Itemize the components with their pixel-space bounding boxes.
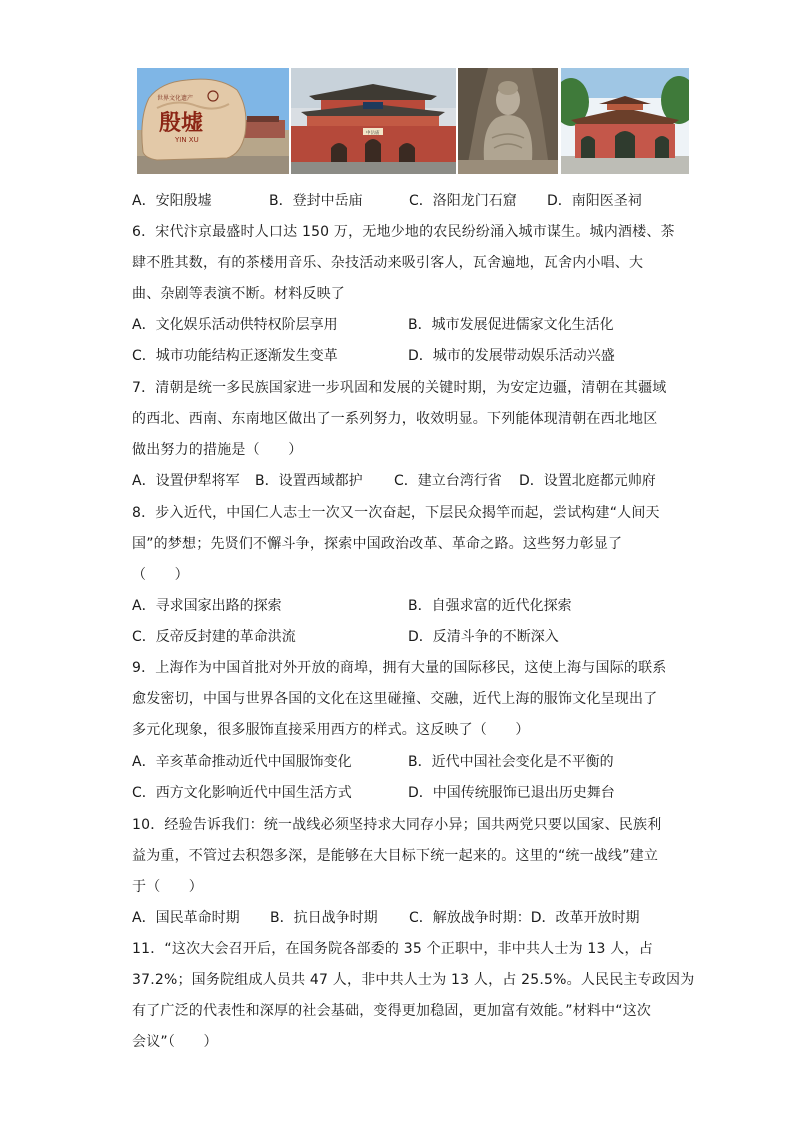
q8-stem-line-2: 国”的梦想；先贤们不懈斗争，探索中国政治改革、革命之路。这些努力彰显了 (132, 536, 623, 552)
caption-b: B．登封中岳庙 (269, 193, 363, 209)
q7-stem-line-1: 7．清朝是统一多民族国家进一步巩固和发展的关键时期，为安定边疆，清朝在其疆域 (132, 380, 667, 396)
q6-stem-line-1: 6．宋代汴京最盛时人口达 150 万，无地少地的农民纷纷涌入城市谋生。城内酒楼、茶 (132, 224, 675, 240)
photo-zhongyue-temple (291, 68, 456, 174)
q8-option-a: A．寻求国家出路的探索 (132, 598, 282, 614)
q11-stem-line-3: 有了广泛的代表性和深厚的社会基础，变得更加稳固，更加富有效能。”材料中“这次 (132, 1003, 652, 1019)
caption-c: C．洛阳龙门石窟 (409, 193, 517, 209)
q11-stem-line-1: 11．“这次大会召开后，在国务院各部委的 35 个正职中，非中共人士为 13 人，占 (132, 941, 653, 957)
q9-option-b: B．近代中国社会变化是不平衡的 (408, 754, 614, 770)
caption-a: A．安阳殷墟 (132, 193, 212, 209)
q6-stem-line-2: 肆不胜其数，有的茶楼用音乐、杂技活动来吸引客人，瓦舍遍地，瓦舍内小唱、大 (132, 255, 644, 271)
q10-stem-line-3: 于（ ） (132, 879, 203, 895)
yinxu-subtitle: YIN XU (175, 136, 199, 144)
q9-option-c: C．西方文化影响近代中国生活方式 (132, 785, 352, 801)
q9-stem-line-1: 9．上海作为中国首批对外开放的商埠，拥有大量的国际移民，这使上海与国际的联系 (132, 660, 667, 676)
q10-option-cd: C．解放战争时期：D．改革开放时期 (409, 910, 640, 926)
q9-option-d: D．中国传统服饰已退出历史舞台 (408, 785, 615, 801)
q9-stem-line-2: 愈发密切，中国与世界各国的文化在这里碰撞、交融，近代上海的服饰文化呈现出了 (132, 691, 658, 707)
q9-stem-line-3: 多元化现象，很多服饰直接采用西方的样式。这反映了（ ） (132, 722, 530, 738)
q8-option-c: C．反帝反封建的革命洪流 (132, 629, 296, 645)
q11-stem-line-4: 会议”（ ） (132, 1034, 218, 1050)
q7-option-d: D．设置北庭都元帅府 (519, 473, 656, 489)
caption-d: D．南阳医圣祠 (547, 193, 642, 209)
q10-stem-line-1: 10．经验告诉我们：统一战线必须坚持求大同存小异；国共两党只要以国家、民族利 (132, 817, 662, 833)
photo-nanyang-shrine (561, 68, 689, 174)
q6-option-d: D．城市的发展带动娱乐活动兴盛 (408, 348, 615, 364)
temple-plaque: 中岳庙 (366, 131, 380, 136)
yinxu-title: 殷墟 (159, 110, 204, 136)
photo-longmen-grottoes (458, 68, 558, 174)
q8-stem-line-1: 8．步入近代，中国仁人志士一次又一次奋起，下层民众揭竿而起，尝试构建“人间天 (132, 505, 660, 521)
q6-option-a: A．文化娱乐活动供特权阶层享用 (132, 317, 338, 333)
q8-option-d: D．反清斗争的不断深入 (408, 629, 559, 645)
q11-stem-line-2: 37.2%；国务院组成人员共 47 人，非中共人士为 13 人，占 25.5%。人民民主专政因为 (132, 972, 695, 988)
q7-option-c: C．建立台湾行省 (394, 473, 502, 489)
q9-option-a: A．辛亥革命推动近代中国服饰变化 (132, 754, 352, 770)
heritage-logo-text: 世界文化遗产 (157, 95, 194, 102)
q10-option-b: B．抗日战争时期 (270, 910, 378, 926)
q8-stem-line-3: （ ） (132, 567, 189, 583)
q8-option-b: B．自强求富的近代化探索 (408, 598, 572, 614)
q7-stem-line-2: 的西北、西南、东南地区做出了一系列努力，收效明显。下列能体现清朝在西北地区 (132, 411, 658, 427)
q10-stem-line-2: 益为重，不管过去积怨多深，是能够在大目标下统一起来的。这里的“统一战线”建立 (132, 848, 659, 864)
q10-option-a: A．国民革命时期 (132, 910, 240, 926)
q6-option-c: C．城市功能结构正逐渐发生变革 (132, 348, 338, 364)
q7-option-a: A．设置伊犁将军 (132, 473, 240, 489)
q6-stem-line-3: 曲、杂剧等表演不断。材料反映了 (132, 286, 345, 302)
photo-anyang-yinxu (137, 68, 289, 174)
q6-option-b: B．城市发展促进儒家文化生活化 (408, 317, 614, 333)
q7-option-b: B．设置西域都护 (255, 473, 363, 489)
q7-stem-line-3: 做出努力的措施是（ ） (132, 442, 303, 458)
